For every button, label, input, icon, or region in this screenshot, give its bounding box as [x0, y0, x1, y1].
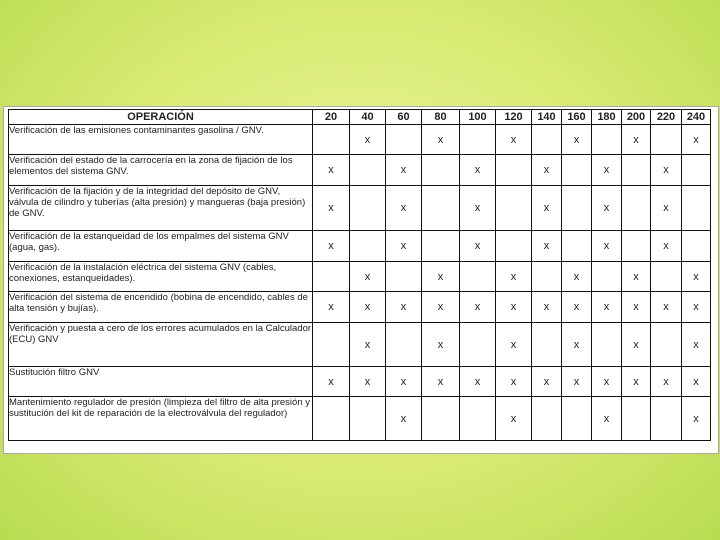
interval-mark-cell — [496, 155, 532, 186]
interval-mark-cell: x — [422, 367, 460, 397]
interval-mark-cell: x — [622, 323, 651, 367]
interval-mark-cell: x — [460, 367, 496, 397]
interval-mark-cell: x — [622, 125, 651, 155]
interval-mark-cell: x — [562, 125, 592, 155]
interval-mark-cell: x — [422, 262, 460, 292]
interval-mark-cell: x — [651, 292, 682, 323]
interval-mark-cell: x — [460, 231, 496, 262]
table-row — [9, 367, 711, 397]
interval-mark-cell: x — [386, 231, 422, 262]
interval-mark-cell: x — [562, 323, 592, 367]
interval-column-header: 100 — [460, 110, 496, 125]
interval-mark-cell — [562, 231, 592, 262]
interval-mark-cell — [460, 262, 496, 292]
interval-mark-cell — [682, 186, 711, 231]
interval-mark-cell — [682, 231, 711, 262]
interval-mark-cell: x — [350, 292, 386, 323]
interval-mark-cell: x — [422, 323, 460, 367]
interval-mark-cell — [651, 125, 682, 155]
interval-mark-cell — [350, 186, 386, 231]
table-row — [9, 292, 711, 323]
operation-cell: Verificación y puesta a cero de los errores acumulados en la Calculador (ECU) GNV — [9, 323, 313, 367]
interval-column-header: 80 — [422, 110, 460, 125]
interval-mark-cell — [313, 323, 350, 367]
operation-cell: Sustitución filtro GNV — [9, 367, 313, 397]
interval-mark-cell — [350, 155, 386, 186]
interval-mark-cell — [422, 186, 460, 231]
interval-column-header: 40 — [350, 110, 386, 125]
interval-mark-cell — [532, 323, 562, 367]
table-row — [9, 231, 711, 262]
interval-mark-cell: x — [350, 262, 386, 292]
interval-mark-cell: x — [313, 367, 350, 397]
interval-mark-cell — [460, 323, 496, 367]
interval-mark-cell: x — [386, 155, 422, 186]
interval-mark-cell: x — [682, 367, 711, 397]
interval-mark-cell: x — [651, 367, 682, 397]
interval-mark-cell: x — [386, 397, 422, 441]
interval-mark-cell — [532, 125, 562, 155]
interval-mark-cell: x — [682, 397, 711, 441]
interval-mark-cell: x — [460, 186, 496, 231]
interval-mark-cell: x — [496, 125, 532, 155]
interval-mark-cell: x — [496, 292, 532, 323]
interval-mark-cell: x — [496, 367, 532, 397]
interval-mark-cell — [532, 262, 562, 292]
interval-mark-cell — [651, 323, 682, 367]
interval-mark-cell: x — [313, 155, 350, 186]
interval-mark-cell: x — [496, 323, 532, 367]
interval-mark-cell — [651, 397, 682, 441]
interval-column-header: 200 — [622, 110, 651, 125]
table-row — [9, 397, 711, 441]
interval-mark-cell: x — [422, 292, 460, 323]
interval-mark-cell — [313, 262, 350, 292]
interval-mark-cell: x — [651, 155, 682, 186]
interval-column-header: 160 — [562, 110, 592, 125]
interval-mark-cell: x — [532, 155, 562, 186]
interval-mark-cell — [496, 231, 532, 262]
interval-column-header: 180 — [592, 110, 622, 125]
interval-mark-cell: x — [682, 323, 711, 367]
operation-cell: Verificación del sistema de encendido (bobina de encendido, cables de alta tensión y bujías). — [9, 292, 313, 323]
interval-mark-cell — [422, 397, 460, 441]
interval-mark-cell: x — [386, 292, 422, 323]
operation-cell: Verificación de la estanqueidad de los empalmes del sistema GNV (agua, gas). — [9, 231, 313, 262]
interval-mark-cell — [350, 231, 386, 262]
interval-mark-cell: x — [622, 292, 651, 323]
maintenance-schedule-table — [8, 109, 711, 441]
interval-mark-cell — [496, 186, 532, 231]
interval-column-header: 140 — [532, 110, 562, 125]
operation-cell: Mantenimiento regulador de presión (limpieza del filtro de alta presión y sustitución del kit de reparación de la electroválvula del regulador) — [9, 397, 313, 441]
interval-mark-cell — [460, 397, 496, 441]
interval-mark-cell — [622, 231, 651, 262]
operation-cell: Verificación de las emisiones contaminantes gasolina / GNV. — [9, 125, 313, 155]
interval-mark-cell: x — [496, 262, 532, 292]
table-row — [9, 186, 711, 231]
interval-mark-cell: x — [682, 292, 711, 323]
operation-cell: Verificación de la instalación eléctrica del sistema GNV (cables, conexiones, estanqueidades). — [9, 262, 313, 292]
table-row — [9, 323, 711, 367]
interval-mark-cell — [313, 397, 350, 441]
table-body — [9, 125, 711, 441]
interval-mark-cell: x — [350, 367, 386, 397]
interval-column-header: 220 — [651, 110, 682, 125]
interval-mark-cell: x — [592, 367, 622, 397]
interval-mark-cell — [422, 231, 460, 262]
interval-mark-cell — [562, 397, 592, 441]
interval-mark-cell: x — [651, 186, 682, 231]
interval-column-header: 20 — [313, 110, 350, 125]
interval-mark-cell: x — [386, 186, 422, 231]
interval-mark-cell — [562, 186, 592, 231]
interval-mark-cell: x — [562, 292, 592, 323]
interval-mark-cell: x — [622, 367, 651, 397]
interval-column-header: 60 — [386, 110, 422, 125]
interval-mark-cell: x — [682, 262, 711, 292]
table-row — [9, 262, 711, 292]
interval-mark-cell — [592, 262, 622, 292]
interval-mark-cell — [386, 323, 422, 367]
interval-mark-cell — [386, 262, 422, 292]
interval-mark-cell: x — [592, 155, 622, 186]
table-row — [9, 125, 711, 155]
interval-mark-cell: x — [313, 186, 350, 231]
interval-mark-cell: x — [592, 186, 622, 231]
interval-mark-cell: x — [532, 186, 562, 231]
interval-mark-cell: x — [592, 397, 622, 441]
interval-mark-cell: x — [422, 125, 460, 155]
table-header-row — [9, 110, 711, 125]
operation-cell: Verificación del estado de la carrocería en la zona de fijación de los elementos del sistema GNV. — [9, 155, 313, 186]
interval-mark-cell: x — [651, 231, 682, 262]
interval-mark-cell — [422, 155, 460, 186]
interval-mark-cell: x — [350, 323, 386, 367]
interval-mark-cell — [622, 155, 651, 186]
interval-column-header: 120 — [496, 110, 532, 125]
interval-mark-cell: x — [682, 125, 711, 155]
interval-mark-cell: x — [386, 367, 422, 397]
operation-cell: Verificación de la fijación y de la integridad del depósito de GNV, válvula de cilindro y tuberías (alta presión) y mangueras (baja presión) de GNV. — [9, 186, 313, 231]
interval-mark-cell: x — [562, 262, 592, 292]
interval-mark-cell — [622, 397, 651, 441]
interval-mark-cell: x — [460, 155, 496, 186]
interval-mark-cell — [682, 155, 711, 186]
table-row — [9, 155, 711, 186]
interval-column-header: 240 — [682, 110, 711, 125]
interval-mark-cell: x — [350, 125, 386, 155]
interval-mark-cell: x — [532, 367, 562, 397]
interval-mark-cell: x — [313, 231, 350, 262]
interval-mark-cell: x — [592, 231, 622, 262]
interval-mark-cell: x — [496, 397, 532, 441]
interval-mark-cell: x — [622, 262, 651, 292]
interval-mark-cell — [386, 125, 422, 155]
interval-mark-cell: x — [460, 292, 496, 323]
operation-column-header: OPERACIÓN — [9, 110, 313, 125]
interval-mark-cell: x — [313, 292, 350, 323]
interval-mark-cell: x — [562, 367, 592, 397]
interval-mark-cell — [622, 186, 651, 231]
interval-mark-cell — [592, 323, 622, 367]
interval-mark-cell: x — [592, 292, 622, 323]
interval-mark-cell — [562, 155, 592, 186]
interval-mark-cell — [313, 125, 350, 155]
interval-mark-cell — [532, 397, 562, 441]
interval-mark-cell — [460, 125, 496, 155]
interval-mark-cell: x — [532, 292, 562, 323]
interval-mark-cell — [592, 125, 622, 155]
interval-mark-cell — [651, 262, 682, 292]
interval-mark-cell — [350, 397, 386, 441]
interval-mark-cell: x — [532, 231, 562, 262]
